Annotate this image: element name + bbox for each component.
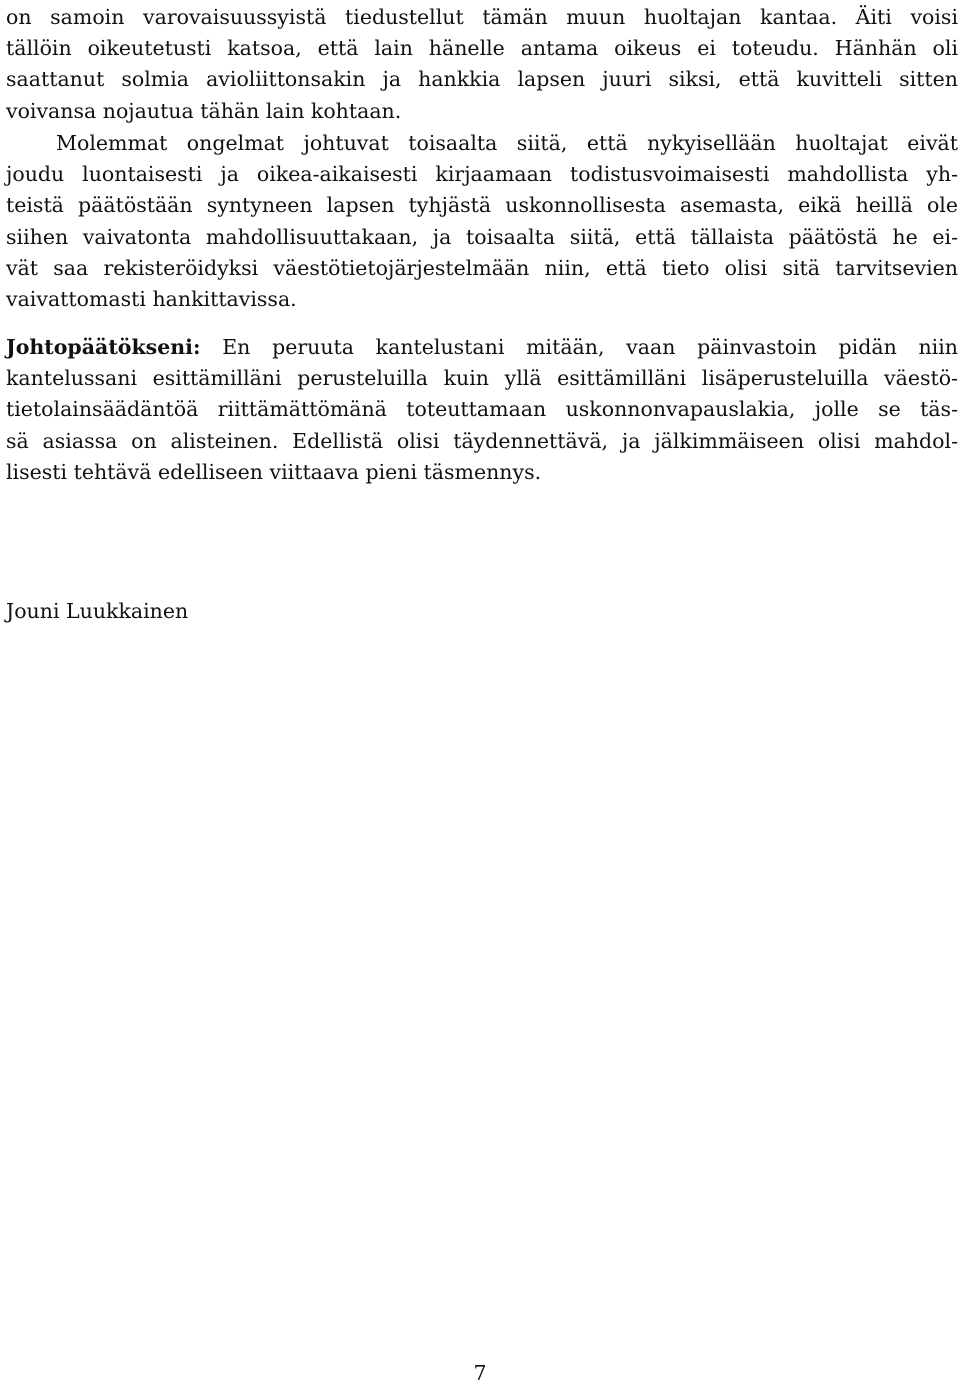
text-line: vät saa rekisteröidyksi väestötietojärjestelmään niin, että tieto olisi sitä tarvitsevien [6, 255, 958, 280]
text-line: saattanut solmia avioliittonsakin ja hankkia lapsen juuri siksi, että kuvitteli sitten [6, 67, 958, 92]
paragraph-2 [6, 128, 958, 315]
signature: Jouni Luukkainen [6, 599, 189, 623]
conclusion-first-line [6, 332, 958, 363]
text-line: tietolainsäädäntöä riittämättömänä toteuttamaan uskonnonvapauslakia, jolle se täs- [6, 397, 958, 422]
text-line: kantelussani esittämilläni perusteluilla kuin yllä esittämilläni lisäperusteluilla väestö- [6, 366, 958, 391]
text-line: vaivattomasti hankittavissa. [6, 286, 297, 311]
paragraph-1 [6, 2, 958, 127]
text-line: Molemmat ongelmat johtuvat toisaalta siitä, että nykyisellään huoltajat eivät [56, 131, 958, 155]
text-line: siihen vaivatonta mahdollisuuttakaan, ja toisaalta siitä, että tällaista päätöstä he ei- [6, 224, 958, 249]
text-line: tällöin oikeutetusti katsoa, että lain hänelle antama oikeus ei toteudu. Hänhän oli [6, 36, 958, 61]
text-line: lisesti tehtävä edelliseen viittaava pieni täsmennys. [6, 459, 542, 484]
text-line: joudu luontaisesti ja oikea-aikaisesti kirjaamaan todistusvoimaisesti mahdollista yh- [6, 162, 958, 187]
conclusion-first-line-text: En peruuta kantelustani mitään, vaan päinvastoin pidän niin [222, 335, 958, 359]
text-line: teistä päätöstään syntyneen lapsen tyhjästä uskonnollisesta asemasta, eikä heillä ole [6, 193, 958, 218]
conclusion-paragraph [6, 332, 958, 488]
text-line: on samoin varovaisuussyistä tiedustellut tämän muun huoltajan kantaa. Äiti voisi [6, 5, 958, 29]
conclusion-heading: Johtopäätökseni: [6, 335, 201, 359]
text-line: voivansa nojautua tähän lain kohtaan. [6, 98, 402, 123]
text-line: sä asiassa on alisteinen. Edellistä olisi täydennettävä, ja jälkimmäiseen olisi mahdol- [6, 428, 958, 453]
page-number: 7 [473, 1361, 487, 1385]
